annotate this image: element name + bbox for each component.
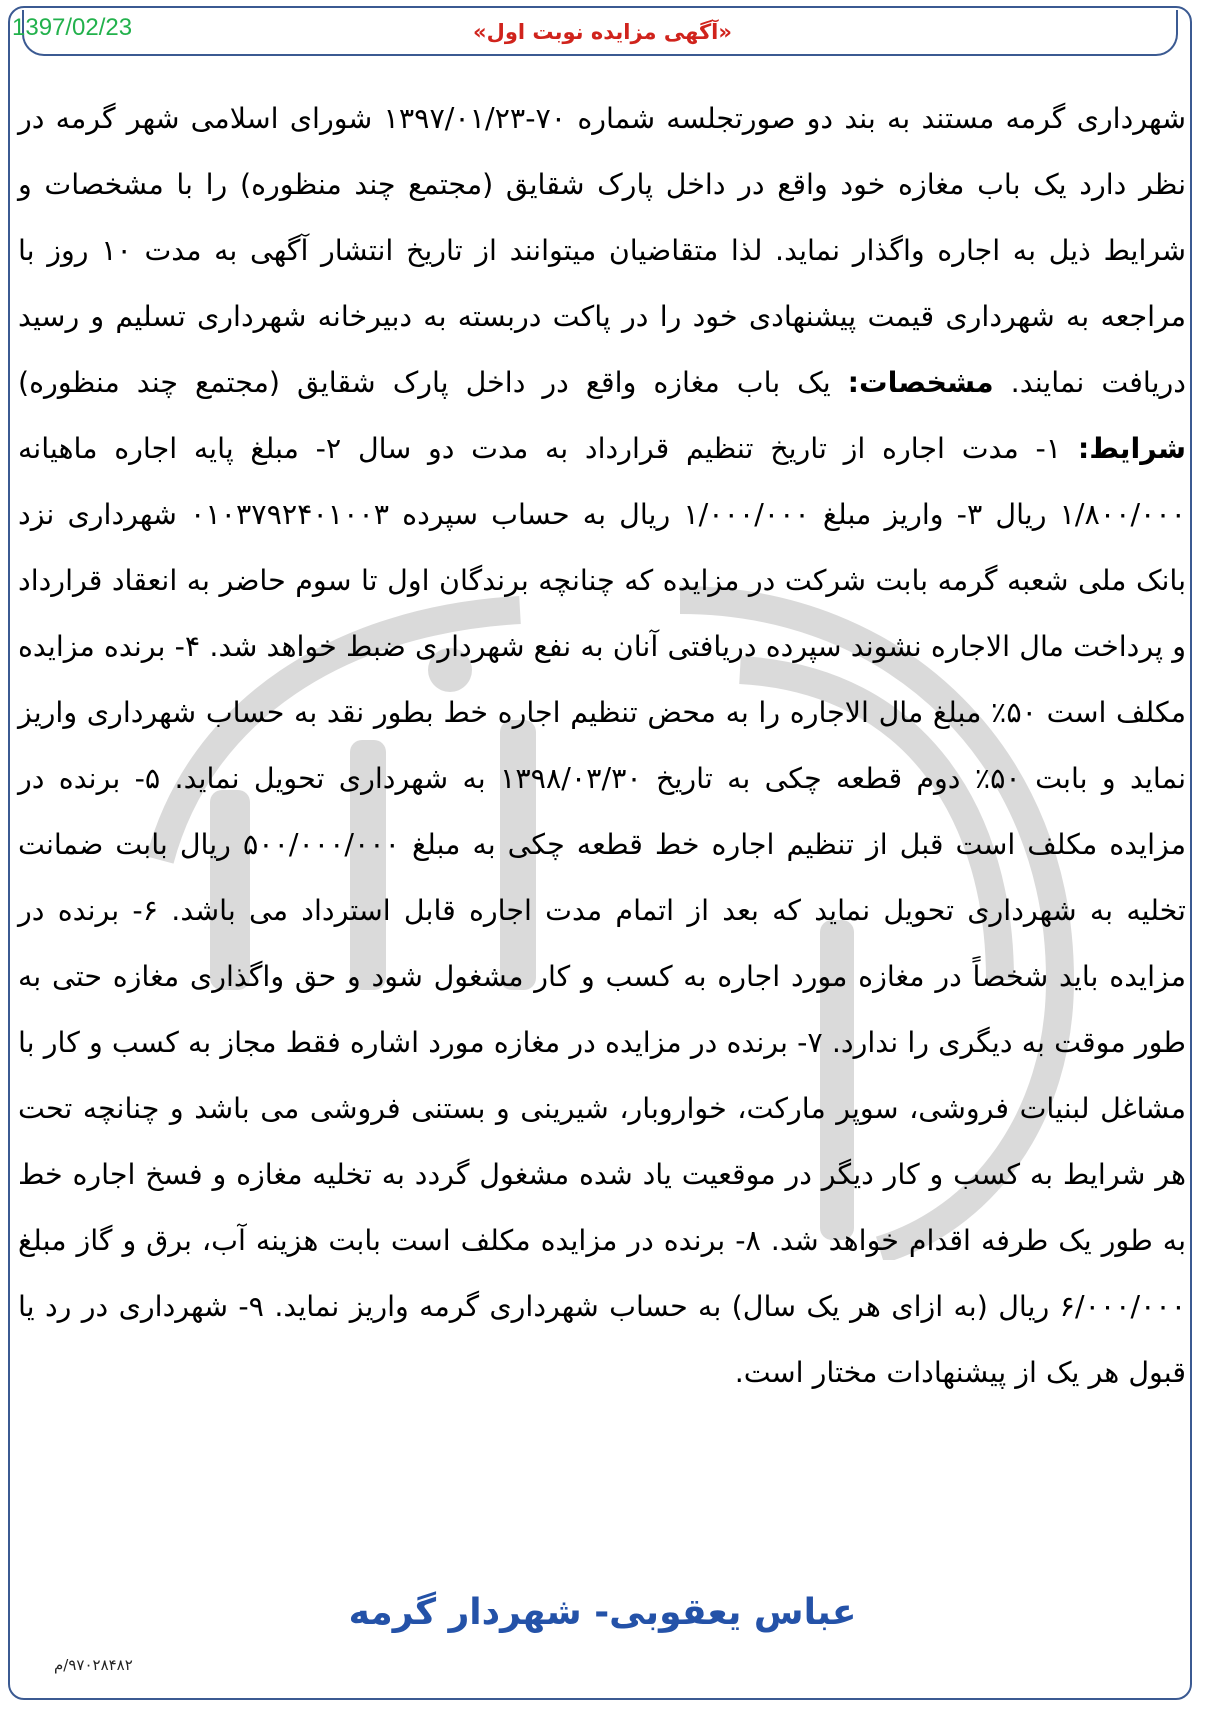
notice-title: «آگهی مزایده نوبت اول» xyxy=(473,20,732,44)
terms-text: ۱- مدت اجاره از تاریخ تنظیم قرارداد به مدت دو سال ۲- مبلغ پایه اجاره ماهیانه ۱/۸۰۰/۰۰۰ ریال ۳- واریز مبلغ ۱/۰۰۰/۰۰۰ ریال به حساب سپرده ۰۱۰۳۷۹۲۴۰۱۰۰۳ شهرداری نزد بانک ملی شعبه گرمه بابت شرکت در مزایده که چنانچه برندگان اول تا سوم حاضر به انعقاد قرارداد و پرداخت مال الاجاره نشوند سپرده دریافتی آنان به نفع شهرداری ضبط خواهد شد. ۴- برنده مزایده مکلف است ۵۰٪ مبلغ مال الاجاره را به محض تنظیم اجاره خط بطور نقد به حساب شهرداری واریز نماید و بابت ۵۰٪ دوم قطعه چکی به تاریخ ۱۳۹۸/۰۳/۳۰ به شهرداری تحویل نماید. ۵- برنده در مزایده مکلف است قبل از تنظیم اجاره خط قطعه چکی به مبلغ ۵۰۰/۰۰۰/۰۰۰ ریال بابت ضمانت تخلیه به شهرداری تحویل نماید که بعد از اتمام مدت اجاره قابل استرداد می باشد. ۶- برنده در مزایده باید شخصاً در مغازه مورد اجاره به کسب و کار مشغول شود و حق واگذاری مغازه حتی به طور موقت به دیگری را ندارد. ۷- برنده در مزایده در مغازه مورد اشاره فقط مجاز به کسب و کار با مشاغل لبنیات فروشی، سوپر مارکت، خواروبار، شیرینی و بستنی فروشی می باشد و چنانچه تحت هر شرایط به کسب و کار دیگر در موقعیت یاد شده مشغول گردد به تخلیه مغازه و فسخ اجاره خط به طور یک طرفه اقدام خواهد شد. ۸- برنده در مزایده مکلف است بابت هزینه آب، برق و گاز مبلغ ۶/۰۰۰/۰۰۰ ریال (به ازای هر یک سال) به حساب شهرداری گرمه واریز نماید. ۹- شهرداری در رد یا قبول هر یک از پیشنهادات مختار است. xyxy=(18,432,1187,1389)
notice-body xyxy=(18,86,1186,1406)
terms-label: شرایط: xyxy=(1077,432,1186,465)
specs-label: مشخصات: xyxy=(847,366,994,399)
specs-text: یک باب مغازه واقع در داخل پارک شقایق (مجتمع چند منظوره) xyxy=(18,366,831,399)
notice-intro: شهرداری گرمه مستند به بند دو صورتجلسه شماره ۷۰-۱۳۹۷/۰۱/۲۳ شورای اسلامی شهر گرمه در نظر دارد یک باب مغازه خود واقع در داخل پارک شقایق (مجتمع چند منظوره) را با مشخصات و شرایط ذیل به اجاره واگذار نماید. لذا متقاضیان میتوانند از تاریخ انتشار آگهی به مدت ۱۰ روز با مراجعه به شهرداری قیمت پیشنهادی خود را در پاکت دربسته به دبیرخانه شهرداری تسلیم و رسید دریافت نمایند. xyxy=(18,102,1187,399)
footer-code: ۹۷۰۲۸۴۸۲/م xyxy=(54,1656,133,1674)
signature: عباس یعقوبی- شهردار گرمه xyxy=(348,1592,857,1633)
date-stamp: 1397/02/23 xyxy=(12,14,133,41)
